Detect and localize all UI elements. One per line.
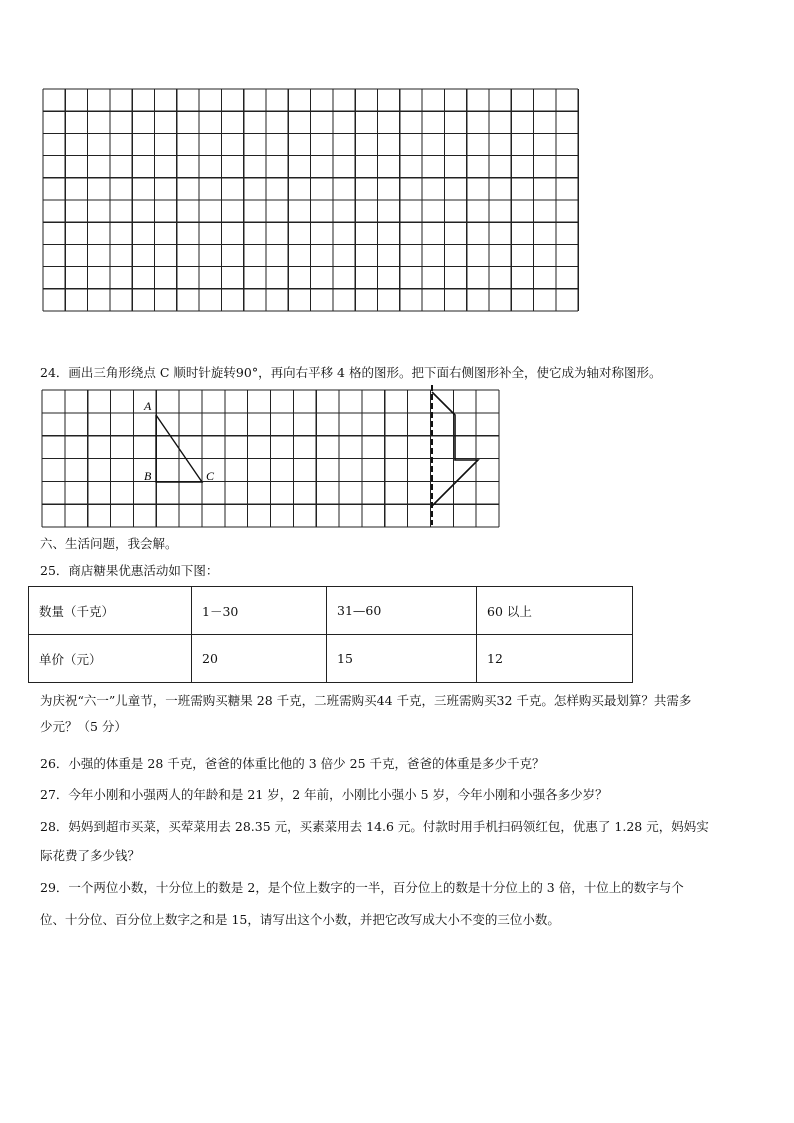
section-6-title: 六、生活问题，我会解。 (40, 536, 178, 551)
table-cell: 20 (192, 635, 327, 683)
half-figure (432, 392, 478, 506)
table-row (29, 635, 633, 683)
question-24: 24．画出三角形绕点 C 顺时针旋转90°，再向右平移 4 格的图形。把下面右侧图形补全，使它成为轴对称图形。 (40, 365, 662, 380)
table-cell: 1－30 (192, 587, 327, 635)
answer-grid (0, 0, 794, 330)
label-point-b: B (144, 469, 152, 483)
question-28-line-1: 28．妈妈到超市买菜，买荤菜用去 28.35 元，买素菜用去 14.6 元。付款时用手机扫码领红包，优惠了 1.28 元，妈妈实 (40, 819, 709, 834)
q24-figure-grid (0, 380, 794, 540)
table-row-header: 单价（元） (29, 635, 192, 683)
question-27: 27．今年小刚和小强两人的年龄和是 21 岁，2 年前，小刚比小强小 5 岁，今年小刚和小强各多少岁？ (40, 787, 608, 802)
table-cell: 12 (477, 635, 633, 683)
question-29-line-1: 29．一个两位小数，十分位上的数是 2，是个位上数字的一半，百分位上的数是十分位上的 3 倍，十位上的数字与个 (40, 880, 684, 895)
table-cell: 60 以上 (477, 587, 633, 635)
question-25-intro: 25．商店糖果优惠活动如下图： (40, 563, 219, 578)
question-28-line-2: 际花费了多少钱？ (40, 848, 141, 863)
question-26: 26．小强的体重是 28 千克，爸爸的体重比他的 3 倍少 25 千克，爸爸的体重是多少千克？ (40, 756, 545, 771)
table-row-header: 数量（千克） (29, 587, 192, 635)
table-cell: 15 (327, 635, 477, 683)
price-table (28, 586, 633, 683)
label-point-a: A (144, 399, 152, 413)
question-29-line-2: 位、十分位、百分位上数字之和是 15，请写出这个小数，并把它改写成大小不变的三位小数。 (40, 912, 560, 927)
table-cell: 31—60 (327, 587, 477, 635)
label-point-c: C (206, 469, 215, 483)
question-25-line-1: 为庆祝“六一”儿童节，一班需购买糖果 28 千克，二班需购买44 千克，三班需购买32 千克。怎样购买最划算？共需多 (40, 693, 692, 708)
table-row (29, 587, 633, 635)
question-25-line-2: 少元？（5 分） (40, 719, 127, 734)
